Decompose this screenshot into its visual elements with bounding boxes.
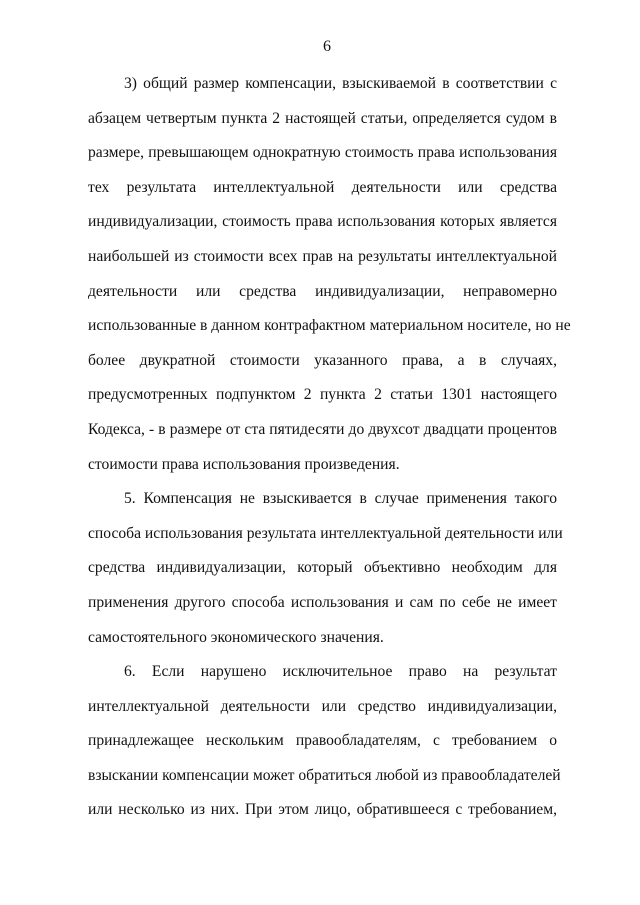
text-line: применения другого способа использования и сам по себе не имеет <box>88 593 557 611</box>
text-line: Кодекса, - в размере от ста пятидесяти до двухсот двадцати процентов <box>88 420 557 438</box>
paragraph-5-no-compensation <box>88 482 563 655</box>
text-line: индивидуализации, стоимость права использования которых является <box>88 213 557 231</box>
text-line: тех результата интеллектуальной деятельности или средства <box>88 178 557 196</box>
text-line: наибольшей из стоимости всех прав на результаты интеллектуальной <box>88 247 557 265</box>
text-line: предусмотренных подпунктом 2 пункта 2 статьи 1301 настоящего <box>88 386 557 404</box>
text-line: средства индивидуализации, который объективно необходим для <box>88 559 557 577</box>
text-line: размере, превышающем однократную стоимость права использования <box>88 144 557 162</box>
text-line: 3) общий размер компенсации, взыскиваемой в соответствии с <box>124 75 557 92</box>
text-line: принадлежащее нескольким правообладателям, с требованием о <box>88 732 557 750</box>
text-line: использованные в данном контрафактном материальном носителе, но не <box>88 317 571 335</box>
document-body <box>88 67 571 828</box>
text-line: 6. Если нарушено исключительное право на результат <box>124 663 557 681</box>
paragraph-6-multiple-rightholders <box>88 655 561 828</box>
paragraph-compensation-amount <box>88 67 571 482</box>
text-line: абзацем четвертым пункта 2 настоящей статьи, определяется судом в <box>88 109 557 127</box>
text-line: взыскании компенсации может обратиться любой из правообладателей <box>88 766 561 784</box>
text-line: способа использования результата интеллектуальной деятельности или <box>88 524 563 542</box>
text-line: деятельности или средства индивидуализации, неправомерно <box>88 282 557 300</box>
text-line: самостоятельного экономического значения. <box>88 628 384 646</box>
text-line: 5. Компенсация не взыскивается в случае применения такого <box>124 490 557 508</box>
text-line: или несколько из них. При этом лицо, обратившееся с требованием, <box>88 801 557 819</box>
text-line: интеллектуальной деятельности или средство индивидуализации, <box>88 697 557 715</box>
page-number: 6 <box>323 38 331 55</box>
text-line: более двукратной стоимости указанного права, а в случаях, <box>88 351 557 369</box>
text-line: стоимости права использования произведения. <box>88 455 400 473</box>
